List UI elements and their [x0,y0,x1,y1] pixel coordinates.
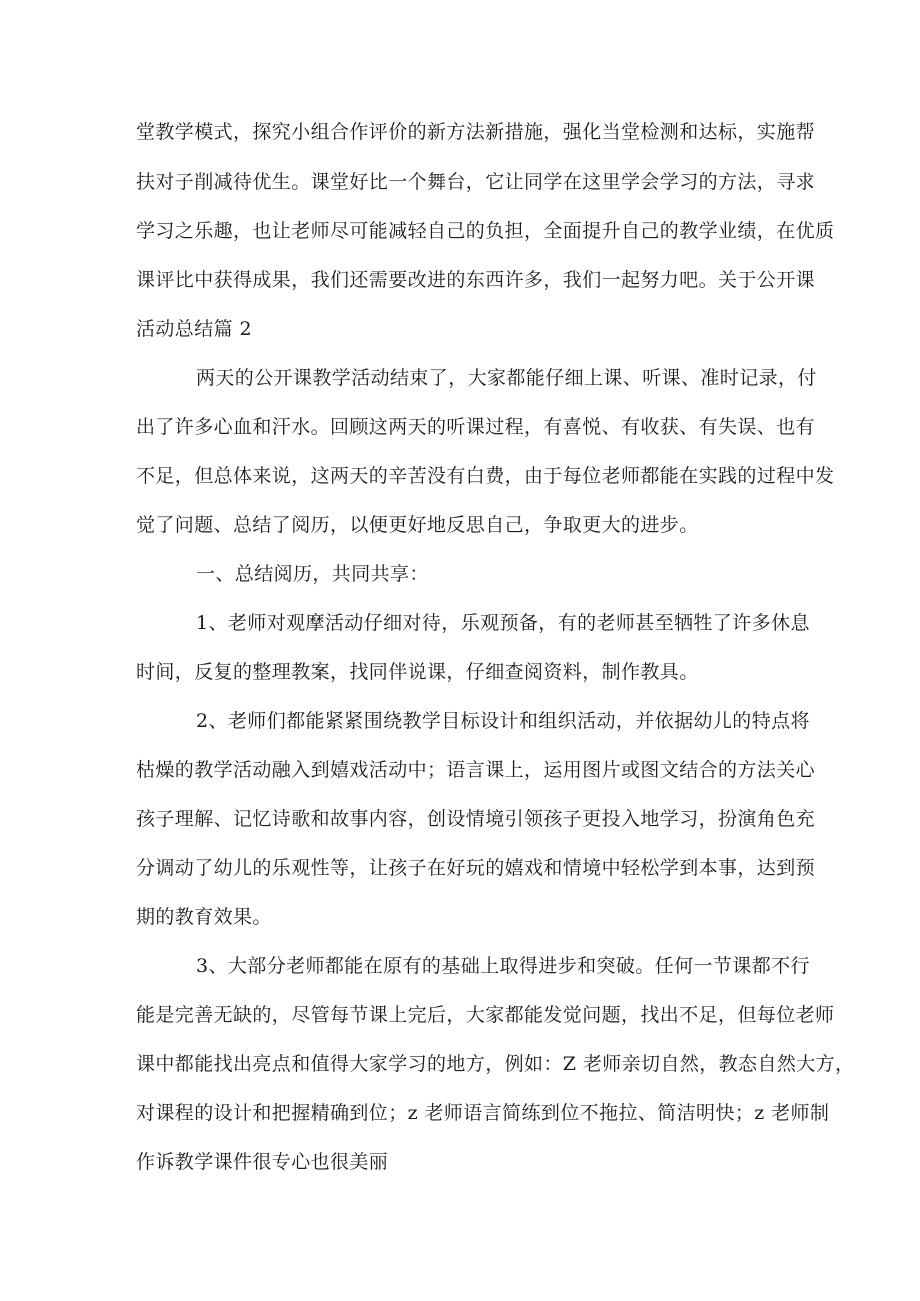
list-item-3: 3、大部分老师都能在原有的基础上取得进步和突破。任何一节课都不行 [196,955,810,977]
text-line: 对课程的设计和把握精确到位；z 老师语言简练到位不拖拉、简洁明快；z 老师制 [136,1102,830,1124]
text-line: 枯燥的教学活动融入到嬉戏活动中；语言课上，运用图片或图文结合的方法关心 [136,759,816,781]
text-line: 课中都能找出亮点和值得大家学习的地方，例如：Z 老师亲切自然，教态自然大方， [136,1053,855,1075]
paragraph-first-line: 两天的公开课教学活动结束了，大家都能仔细上课、听课、准时记录，付 [196,367,817,389]
text-line: 学习之乐趣，也让老师尽可能减轻自己的负担，全面提升自己的教学业绩，在优质 [136,220,835,242]
text-line: 课评比中获得成果，我们还需要改进的东西许多，我们一起努力吧。关于公开课 [136,269,816,291]
text-line: 堂教学模式，探究小组合作评价的新方法新措施，强化当堂检测和达标，实施帮 [136,121,816,143]
list-item-2: 2、老师们都能紧紧围绕教学目标设计和组织活动，并依据幼儿的特点将 [196,710,810,732]
text-line: 分调动了幼儿的乐观性等，让孩子在好玩的嬉戏和情境中轻松学到本事，达到预 [136,857,816,879]
text-line: 期的教育效果。 [136,906,272,928]
text-line: 孩子理解、记忆诗歌和故事内容，创设情境引领孩子更投入地学习，扮演角色充 [136,808,816,830]
text-line: 能是完善无缺的，尽管每节课上完后，大家都能发觉问题，找出不足，但每位老师 [136,1004,835,1026]
text-line: 觉了问题、总结了阅历，以便更好地反思自己，争取更大的进步。 [136,514,699,536]
text-line: 扶对子削减待优生。课堂好比一个舞台，它让同学在这里学会学习的方法，寻求 [136,171,816,193]
section-heading: 活动总结篇 2 [136,318,252,340]
text-line: 时间，反复的整理教案，找同伴说课，仔细查阅资料，制作教具。 [136,661,699,683]
text-line: 出了许多心血和汗水。回顾这两天的听课过程，有喜悦、有收获、有失误、也有 [136,416,816,438]
text-line: 作诉教学课件很专心也很美丽 [136,1151,389,1173]
text-line: 不足，但总体来说，这两天的辛苦没有白费，由于每位老师都能在实践的过程中发 [136,465,835,487]
list-item-1: 1、老师对观摩活动仔细对待，乐观预备，有的老师甚至牺牲了许多休息 [196,612,810,634]
subheading: 一、总结阅历，共同共享： [196,563,429,585]
